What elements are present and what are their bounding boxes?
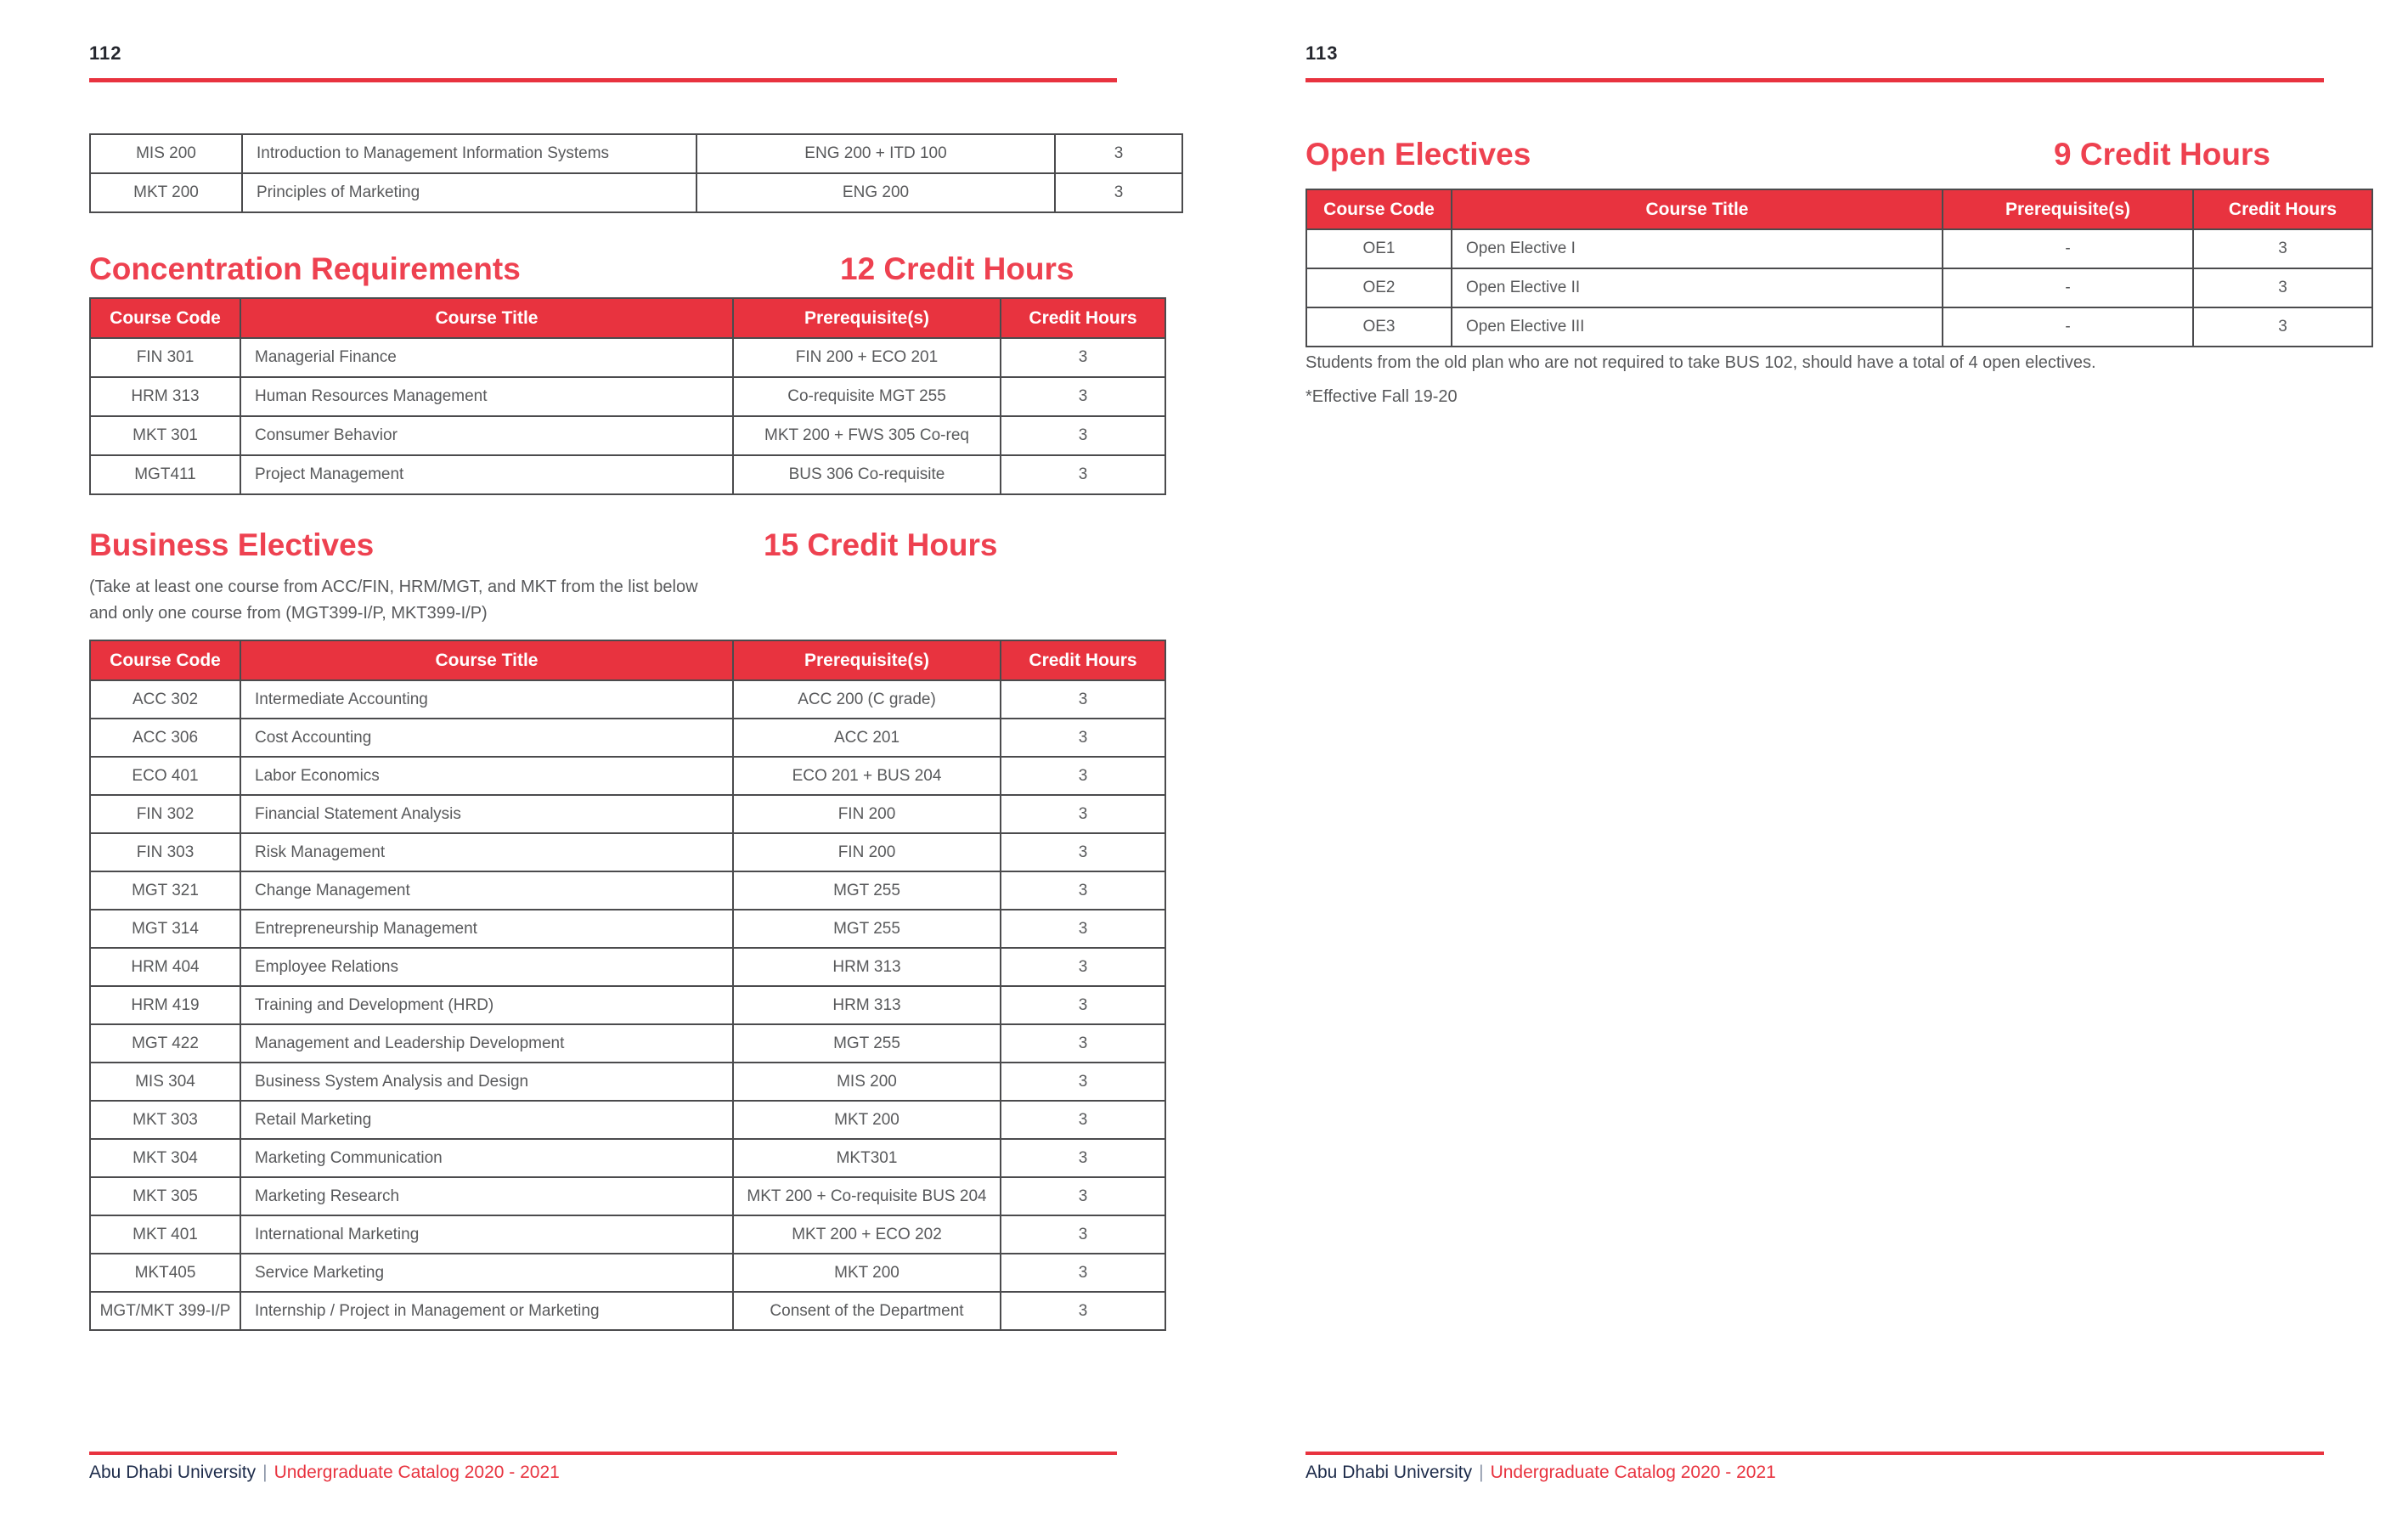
cell-title: Introduction to Management Information Systems: [242, 134, 696, 173]
course-row: [90, 1177, 1165, 1215]
cell-credits: 3: [1001, 719, 1165, 757]
cell-prereq: MGT 255: [733, 1024, 1001, 1063]
course-row: [90, 377, 1165, 416]
page-footer: [89, 1463, 560, 1483]
cell-title: Project Management: [240, 455, 733, 494]
cell-title: Intermediate Accounting: [240, 680, 733, 719]
business-electives-note: [89, 574, 698, 627]
cell-credits: 3: [1055, 173, 1182, 212]
cell-prereq: Co-requisite MGT 255: [733, 377, 1001, 416]
column-header: Credit Hours: [1001, 640, 1165, 680]
page-header-rule: [1306, 78, 2324, 82]
cell-credits: 3: [1001, 1215, 1165, 1254]
note-line: and only one course from (MGT399-I/P, MKT399-I/P): [89, 604, 488, 623]
section-title: Concentration Requirements: [89, 251, 521, 286]
cell-title: Open Elective II: [1452, 268, 1943, 307]
course-row: [90, 910, 1165, 948]
course-row: [90, 680, 1165, 719]
course-row: [90, 1254, 1165, 1292]
section-title: Business Electives: [89, 527, 375, 562]
section-header-business-electives: [89, 527, 1117, 563]
cell-code: MKT 304: [90, 1139, 240, 1177]
cell-code: MGT/MKT 399-I/P: [90, 1292, 240, 1330]
cell-code: HRM 404: [90, 948, 240, 986]
effective-note: *Effective Fall 19-20: [1306, 387, 1458, 406]
credit-hours-label: 9 Credit Hours: [2054, 137, 2270, 172]
note-line: (Take at least one course from ACC/FIN, HRM/MGT, and MKT from the list below: [89, 578, 698, 596]
course-row: [90, 134, 1182, 173]
cell-code: OE1: [1306, 229, 1452, 268]
cell-code: HRM 313: [90, 377, 240, 416]
course-row: [1306, 268, 2372, 307]
cell-title: Financial Statement Analysis: [240, 795, 733, 833]
course-row: [90, 1101, 1165, 1139]
cell-title: Open Elective III: [1452, 307, 1943, 347]
cell-credits: 3: [1001, 795, 1165, 833]
cell-code: MKT405: [90, 1254, 240, 1292]
footer-catalog-title: Undergraduate Catalog 2020 - 2021: [1490, 1463, 1776, 1482]
cell-prereq: FIN 200: [733, 833, 1001, 871]
course-row: [90, 719, 1165, 757]
column-header: Course Title: [240, 640, 733, 680]
cell-code: MGT 314: [90, 910, 240, 948]
cell-credits: 3: [1001, 833, 1165, 871]
cell-credits: 3: [1001, 1139, 1165, 1177]
cell-title: Retail Marketing: [240, 1101, 733, 1139]
cell-title: Training and Development (HRD): [240, 986, 733, 1024]
footer-university-name: Abu Dhabi University: [1306, 1463, 1473, 1482]
cell-code: MKT 305: [90, 1177, 240, 1215]
cell-credits: 3: [1001, 377, 1165, 416]
course-row: [90, 1215, 1165, 1254]
cell-code: MIS 200: [90, 134, 242, 173]
cell-credits: 3: [1001, 1177, 1165, 1215]
cell-prereq: BUS 306 Co-requisite: [733, 455, 1001, 494]
course-row: [90, 1063, 1165, 1101]
column-header: Course Code: [1306, 189, 1452, 229]
cell-title: Labor Economics: [240, 757, 733, 795]
cell-code: ACC 302: [90, 680, 240, 719]
cell-credits: 3: [1001, 1292, 1165, 1330]
table-header-row: [1306, 189, 2372, 229]
cell-code: HRM 419: [90, 986, 240, 1024]
cell-credits: 3: [2193, 229, 2372, 268]
cell-credits: 3: [2193, 307, 2372, 347]
page-header-rule: [89, 78, 1117, 82]
cell-credits: 3: [1001, 871, 1165, 910]
cell-prereq: MKT 200 + FWS 305 Co-req: [733, 416, 1001, 455]
cell-prereq: MKT 200: [733, 1254, 1001, 1292]
course-row: [1306, 307, 2372, 347]
cell-prereq: HRM 313: [733, 986, 1001, 1024]
credit-hours-label: 15 Credit Hours: [764, 527, 998, 562]
cell-prereq: FIN 200: [733, 795, 1001, 833]
course-row: [90, 1292, 1165, 1330]
page-footer-rule: [1306, 1452, 2324, 1455]
cell-code: MKT 200: [90, 173, 242, 212]
column-header: Course Code: [90, 640, 240, 680]
column-header: Course Title: [240, 298, 733, 338]
cell-code: FIN 302: [90, 795, 240, 833]
course-row: [90, 871, 1165, 910]
cell-prereq: MGT 255: [733, 910, 1001, 948]
cell-code: MKT 401: [90, 1215, 240, 1254]
open-electives-table: [1306, 189, 2373, 347]
course-row: [90, 1024, 1165, 1063]
cell-prereq: MKT301: [733, 1139, 1001, 1177]
cell-prereq: ENG 200: [696, 173, 1055, 212]
cell-title: Marketing Communication: [240, 1139, 733, 1177]
page-number: 112: [89, 42, 122, 64]
cell-prereq: Consent of the Department: [733, 1292, 1001, 1330]
cell-credits: 3: [1001, 455, 1165, 494]
cell-title: Managerial Finance: [240, 338, 733, 377]
column-header: Course Title: [1452, 189, 1943, 229]
column-header: Credit Hours: [2193, 189, 2372, 229]
cell-title: Service Marketing: [240, 1254, 733, 1292]
course-row: [90, 757, 1165, 795]
business-electives-table: [89, 640, 1166, 1331]
cell-prereq: -: [1943, 268, 2193, 307]
page-footer-rule: [89, 1452, 1117, 1455]
page-number: 113: [1306, 42, 1339, 64]
cell-credits: 3: [1055, 134, 1182, 173]
cell-title: Internship / Project in Management or Marketing: [240, 1292, 733, 1330]
cell-title: Principles of Marketing: [242, 173, 696, 212]
course-row: [90, 416, 1165, 455]
cell-code: OE2: [1306, 268, 1452, 307]
cell-credits: 3: [1001, 1024, 1165, 1063]
cell-prereq: HRM 313: [733, 948, 1001, 986]
cell-prereq: -: [1943, 229, 2193, 268]
column-header: Prerequisite(s): [733, 298, 1001, 338]
course-row: [90, 338, 1165, 377]
cell-credits: 3: [1001, 1254, 1165, 1292]
course-row: [90, 948, 1165, 986]
continuation-course-table: [89, 133, 1183, 213]
course-row: [90, 173, 1182, 212]
cell-code: FIN 301: [90, 338, 240, 377]
cell-credits: 3: [1001, 338, 1165, 377]
cell-title: Management and Leadership Development: [240, 1024, 733, 1063]
page-footer: [1306, 1463, 1776, 1483]
cell-code: ECO 401: [90, 757, 240, 795]
cell-prereq: FIN 200 + ECO 201: [733, 338, 1001, 377]
course-row: [1306, 229, 2372, 268]
course-row: [90, 833, 1165, 871]
page-112: [89, 0, 1137, 1539]
cell-code: OE3: [1306, 307, 1452, 347]
cell-prereq: MIS 200: [733, 1063, 1001, 1101]
course-row: [90, 795, 1165, 833]
course-row: [90, 986, 1165, 1024]
cell-credits: 3: [1001, 416, 1165, 455]
table-header-row: [90, 640, 1165, 680]
cell-title: Employee Relations: [240, 948, 733, 986]
cell-credits: 3: [1001, 1101, 1165, 1139]
cell-prereq: MKT 200: [733, 1101, 1001, 1139]
cell-code: MIS 304: [90, 1063, 240, 1101]
course-row: [90, 1139, 1165, 1177]
page-113: [1306, 0, 2338, 1539]
cell-prereq: MKT 200 + ECO 202: [733, 1215, 1001, 1254]
course-row: [90, 455, 1165, 494]
section-title: Open Electives: [1306, 137, 1531, 172]
cell-code: MGT 321: [90, 871, 240, 910]
column-header: Credit Hours: [1001, 298, 1165, 338]
cell-credits: 3: [2193, 268, 2372, 307]
column-header: Prerequisite(s): [1943, 189, 2193, 229]
cell-title: Risk Management: [240, 833, 733, 871]
section-header-concentration: [89, 251, 1117, 287]
column-header: Prerequisite(s): [733, 640, 1001, 680]
cell-credits: 3: [1001, 986, 1165, 1024]
cell-title: Human Resources Management: [240, 377, 733, 416]
cell-prereq: -: [1943, 307, 2193, 347]
cell-prereq: ECO 201 + BUS 204: [733, 757, 1001, 795]
footer-university-name: Abu Dhabi University: [89, 1463, 257, 1482]
footer-separator: |: [262, 1463, 268, 1482]
credit-hours-label: 12 Credit Hours: [840, 251, 1074, 286]
cell-credits: 3: [1001, 910, 1165, 948]
cell-title: Open Elective I: [1452, 229, 1943, 268]
cell-code: MKT 301: [90, 416, 240, 455]
cell-code: ACC 306: [90, 719, 240, 757]
cell-code: MGT411: [90, 455, 240, 494]
cell-title: Business System Analysis and Design: [240, 1063, 733, 1101]
open-electives-note: Students from the old plan who are not required to take BUS 102, should have a total of 4 open electives.: [1306, 353, 2096, 372]
cell-code: MGT 422: [90, 1024, 240, 1063]
cell-prereq: ENG 200 + ITD 100: [696, 134, 1055, 173]
cell-prereq: ACC 201: [733, 719, 1001, 757]
cell-prereq: MGT 255: [733, 871, 1001, 910]
footer-separator: |: [1479, 1463, 1484, 1482]
cell-prereq: ACC 200 (C grade): [733, 680, 1001, 719]
cell-title: International Marketing: [240, 1215, 733, 1254]
cell-credits: 3: [1001, 757, 1165, 795]
cell-prereq: MKT 200 + Co-requisite BUS 204: [733, 1177, 1001, 1215]
cell-code: FIN 303: [90, 833, 240, 871]
cell-title: Change Management: [240, 871, 733, 910]
cell-title: Entrepreneurship Management: [240, 910, 733, 948]
cell-title: Consumer Behavior: [240, 416, 733, 455]
footer-catalog-title: Undergraduate Catalog 2020 - 2021: [274, 1463, 560, 1482]
column-header: Course Code: [90, 298, 240, 338]
section-header-open-electives: [1306, 137, 2324, 172]
cell-title: Marketing Research: [240, 1177, 733, 1215]
cell-credits: 3: [1001, 1063, 1165, 1101]
cell-code: MKT 303: [90, 1101, 240, 1139]
cell-credits: 3: [1001, 680, 1165, 719]
table-header-row: [90, 298, 1165, 338]
concentration-requirements-table: [89, 297, 1166, 495]
cell-credits: 3: [1001, 948, 1165, 986]
cell-title: Cost Accounting: [240, 719, 733, 757]
